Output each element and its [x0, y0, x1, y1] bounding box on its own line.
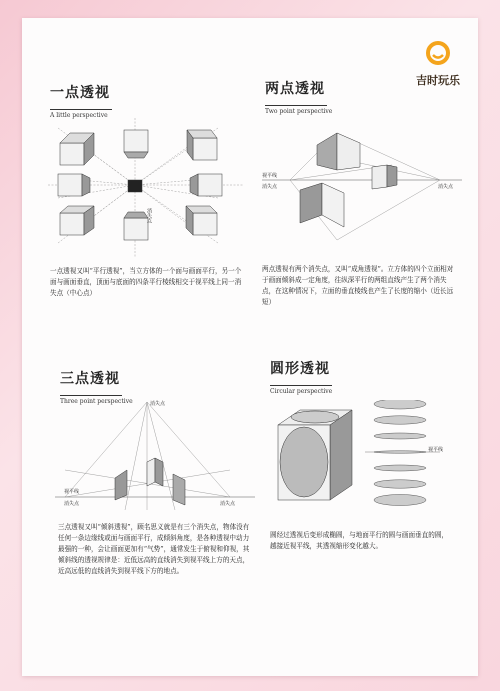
vanishing-point-label: 消失点	[64, 501, 80, 507]
one-point-diagram	[48, 118, 243, 258]
section-one-point	[50, 82, 112, 121]
brand-logo	[410, 40, 466, 88]
section-title: 圆形透视	[270, 361, 330, 377]
section-title: 三点透视	[60, 371, 120, 387]
section-title: 一点透视	[50, 85, 110, 101]
section-subtitle: Three point perspective	[60, 395, 122, 405]
two-point-diagram	[262, 125, 462, 250]
horizon-line-label: 视平线	[64, 489, 80, 495]
horizon-line-label: 视平线	[262, 173, 278, 179]
smile-face-icon	[425, 40, 451, 66]
three-point-diagram	[55, 400, 255, 515]
vanishing-point-label: 消失点	[220, 501, 236, 507]
section-text: 三点透视又叫“倾斜透视”，顾名思义就是有三个消失点，物体没有任何一条边缘线或面与画面平行，成倾斜角度，是各种透视中动力最强的一种，会让画面更加有“气势”，通常发生于俯视和仰视，其倾斜线的透视规律是：近低远高的直线消失到视平线上方的天点，近高远低的直线消失到视平线下方的地点。	[58, 523, 250, 575]
section-text: 两点透视有两个消失点，又叫“成角透视”。立方体的四个立面相对于画面倾斜成一定角度，往纵深平行的两组直线产生了两个消失点，在这种情况下，立面的垂直棱线也产生了长度的缩小（近长远短）	[262, 265, 454, 306]
vanishing-point-label: 消失点	[262, 184, 278, 190]
section-text: 一点透视又叫“平行透视”，当立方体的一个面与画面平行，另一个面与画面垂直，顶面与底面的四条平行棱线相交于视平线上同一消失点（中心点）	[50, 267, 242, 297]
circular-diagram	[270, 400, 460, 515]
vanishing-point-label: 消失点	[146, 208, 152, 223]
section-title: 两点透视	[265, 81, 325, 97]
section-subtitle: Circular perspective	[270, 385, 332, 395]
section-circular	[270, 358, 332, 397]
brand-name: 吉时玩乐	[416, 74, 460, 87]
section-subtitle: A little perspective	[50, 109, 112, 119]
horizon-line-label: 视平线	[428, 447, 444, 453]
vanishing-point-label: 消失点	[438, 184, 454, 190]
section-text: 圆经过透视后变形成椭圆，与地面平行的圆与画面垂直的圆，越接近视平线，其透视缩形变化越大。	[270, 531, 449, 550]
section-subtitle: Two point perspective	[265, 105, 327, 115]
section-two-point	[265, 78, 333, 117]
vanishing-point-label: 消失点	[150, 401, 166, 407]
